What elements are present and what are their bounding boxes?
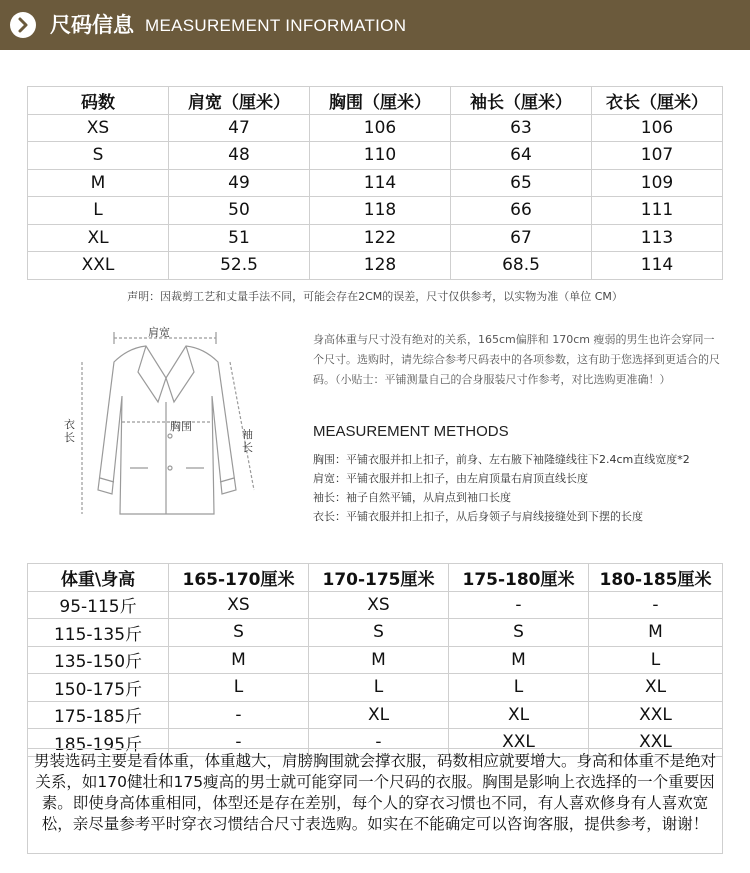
table-cell: M [169,646,309,674]
size-description: 身高体重与尺寸没有绝对的关系，165cm偏胖和 170cm 瘦弱的男生也许会穿同一个尺寸。选购时，请先综合参考尺码表中的各项参数，这有助于您选择到更适合的尺码。（小贴士：平铺测量自己的合身服装尺寸作参考，对比选购更准确！） [313,333,720,386]
table-cell: 66 [451,197,592,225]
fit-table [27,563,723,757]
method-item: 肩宽：平铺衣服并扣上扣子，由左肩顶量右肩顶直线长度 [313,472,588,485]
table-cell: 114 [310,169,451,197]
table-cell: XL [449,701,589,729]
shoulder-label: 肩宽 [148,326,170,339]
table-cell: L [589,646,723,674]
table-cell: 122 [310,224,451,252]
length-label: 衣长 [64,418,75,444]
table-cell: S [169,619,309,647]
table-cell: 48 [169,142,310,170]
table-row [28,619,723,647]
table-cell: 111 [592,197,723,225]
table-cell: 95-115斤 [28,591,169,619]
table-row [28,197,723,225]
table-row [28,142,723,170]
table-cell: XL [309,701,449,729]
table-cell: 114 [592,252,723,280]
table-header-cell: 165-170厘米 [169,564,309,592]
table-cell: 68.5 [451,252,592,280]
table-cell: 128 [310,252,451,280]
table-row [28,114,723,142]
table-row [28,674,723,702]
table-header-cell: 肩宽（厘米） [169,87,310,115]
table-header-cell: 体重\身高 [28,564,169,592]
table-cell: XXL [28,252,169,280]
table-cell: 175-185斤 [28,701,169,729]
table-row [28,591,723,619]
table-cell: M [28,169,169,197]
table-row [28,646,723,674]
table-cell: 47 [169,114,310,142]
jacket-measurement-diagram [58,318,276,530]
table-cell: M [589,619,723,647]
table-header-row [28,87,723,115]
header-title-en: MEASUREMENT INFORMATION [145,16,407,35]
table-cell: 65 [451,169,592,197]
table-row [28,252,723,280]
table-row [28,224,723,252]
table-cell: XXL [449,729,589,757]
table-cell: 106 [310,114,451,142]
table-cell: 118 [310,197,451,225]
table-cell: - [449,591,589,619]
table-cell: 64 [451,142,592,170]
table-cell: 109 [592,169,723,197]
size-table [27,86,723,280]
chevron-right-circle-icon [10,12,36,38]
table-cell: XS [169,591,309,619]
method-item: 胸围：平铺衣服并扣上扣子，前身、左右腋下袖隆缝线往下2.4cm直线宽度*2 [313,453,690,466]
chest-label: 胸围 [170,420,192,433]
table-cell: 49 [169,169,310,197]
section-header [0,0,750,50]
table-cell: M [449,646,589,674]
size-advice-text: 男装选码主要是看体重，体重越大，肩膀胸围就会撑衣服，码数相应就要增大。身高和体重不是绝对关系，如170健壮和175瘦高的男士就可能穿同一个尺码的衣服。胸围是影响上衣选择的一个重要因素。即使身高体重相同，体型还是存在差别，每个人的穿衣习惯也不同，有人喜欢修身有人喜欢宽松，亲尽量参考平时穿衣习惯结合尺寸表选购。如实在不能确定可以咨询客服，提供参考，谢谢！ [27,748,723,854]
table-cell: 50 [169,197,310,225]
table-row [28,169,723,197]
sleeve-label: 袖长 [242,428,253,454]
table-cell: S [28,142,169,170]
table-cell: 150-175斤 [28,674,169,702]
table-cell: L [449,674,589,702]
table-cell: - [169,729,309,757]
method-item: 衣长：平铺衣服并扣上扣子，从后身领子与肩线接缝处到下摆的长度 [313,510,643,523]
table-cell: XL [589,674,723,702]
table-header-cell: 袖长（厘米） [451,87,592,115]
table-cell: 113 [592,224,723,252]
table-cell: 52.5 [169,252,310,280]
table-header-cell: 码数 [28,87,169,115]
table-cell: 107 [592,142,723,170]
table-cell: - [169,701,309,729]
jacket-illustration [58,318,276,530]
table-cell: M [309,646,449,674]
table-cell: L [28,197,169,225]
table-cell: 51 [169,224,310,252]
table-header-cell: 衣长（厘米） [592,87,723,115]
table-cell: S [309,619,449,647]
table-cell: XS [28,114,169,142]
table-cell: 185-195斤 [28,729,169,757]
table-header-cell: 180-185厘米 [589,564,723,592]
table-cell: XXL [589,701,723,729]
table-header-cell: 胸围（厘米） [310,87,451,115]
table-header-cell: 175-180厘米 [449,564,589,592]
table-cell: - [589,591,723,619]
disclaimer-note: 声明：因裁剪工艺和丈量手法不同，可能会存在2CM的误差，尺寸仅供参考，以实物为准（单位 CM） [127,290,623,303]
table-cell: 63 [451,114,592,142]
table-cell: 135-150斤 [28,646,169,674]
table-cell: L [309,674,449,702]
method-item: 袖长：袖子自然平铺，从肩点到袖口长度 [313,491,511,504]
table-cell: L [169,674,309,702]
table-row [28,701,723,729]
header-title-cn: 尺码信息 [50,13,134,37]
table-cell: - [309,729,449,757]
table-header-cell: 170-175厘米 [309,564,449,592]
table-cell: XS [309,591,449,619]
table-cell: 106 [592,114,723,142]
methods-title: MEASUREMENT METHODS [313,423,509,440]
table-cell: XXL [589,729,723,757]
table-header-row [28,564,723,592]
table-cell: 115-135斤 [28,619,169,647]
table-cell: XL [28,224,169,252]
table-cell: 110 [310,142,451,170]
table-cell: 67 [451,224,592,252]
table-cell: S [449,619,589,647]
